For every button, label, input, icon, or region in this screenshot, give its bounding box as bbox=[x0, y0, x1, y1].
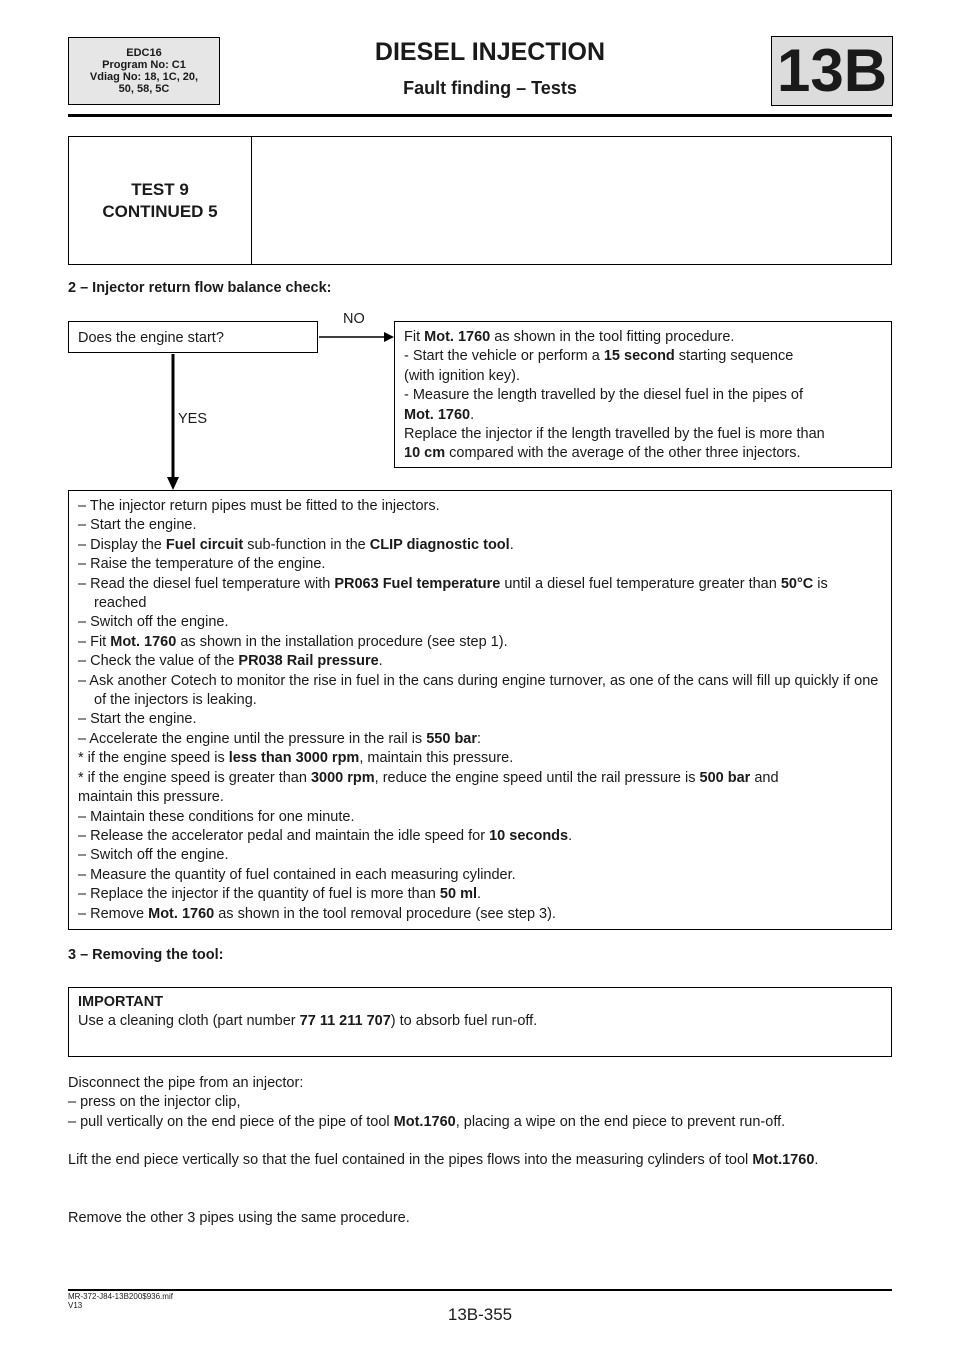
step: – Release the accelerator pedal and maintain the idle speed for 10 seconds. bbox=[78, 827, 573, 844]
yes-arrowhead bbox=[167, 477, 179, 490]
lift-paragraph: Lift the end piece vertically so that the fuel contained in the pipes flows into the measuring cylinders of tool Mot.1760. bbox=[68, 1152, 819, 1168]
step: – Fit Mot. 1760 as shown in the installation procedure (see step 1). bbox=[78, 633, 508, 650]
step: – Ask another Cotech to monitor the rise in fuel in the cans during engine turnover, as one of the cans will fill up quickly if one of the injectors is leaking. bbox=[78, 672, 879, 709]
version: V13 bbox=[68, 1301, 83, 1310]
no-arrowhead bbox=[384, 332, 394, 342]
footer-meta bbox=[68, 1292, 173, 1310]
step: – Maintain these conditions for one minute. bbox=[78, 808, 355, 825]
remove-other-pipes: Remove the other 3 pipes using the same procedure. bbox=[68, 1210, 410, 1226]
page-number: 13B-355 bbox=[447, 1305, 513, 1324]
step: – Start the engine. bbox=[78, 711, 197, 728]
step: – Remove Mot. 1760 as shown in the tool removal procedure (see step 3). bbox=[78, 905, 556, 922]
section-3-heading: 3 – Removing the tool: bbox=[68, 947, 224, 963]
file-ref: MR-372-J84-13B200$936.mif bbox=[68, 1292, 173, 1301]
step: – Switch off the engine. bbox=[78, 847, 229, 864]
model-line: Vdiag No: 18, 1C, 20, bbox=[89, 71, 199, 83]
step: * if the engine speed is less than 3000 rpm, maintain this pressure. bbox=[78, 750, 514, 767]
step: – Display the Fuel circuit sub-function in the CLIP diagnostic tool. bbox=[78, 536, 514, 553]
step: – Check the value of the PR038 Rail pressure. bbox=[78, 653, 383, 670]
model-line: 50, 58, 5C bbox=[118, 83, 170, 95]
procedure-box bbox=[68, 490, 892, 930]
section-code-badge: 13B bbox=[771, 36, 893, 106]
step: – Switch off the engine. bbox=[78, 614, 229, 631]
step: maintain this pressure. bbox=[78, 789, 224, 806]
step: – Measure the quantity of fuel contained in each measuring cylinder. bbox=[78, 866, 516, 883]
step: – Accelerate the engine until the pressure in the rail is 550 bar: bbox=[78, 730, 482, 747]
no-label: NO bbox=[343, 311, 365, 327]
step: * if the engine speed is greater than 3000 rpm, reduce the engine speed until the rail pressure is 500 bar and bbox=[78, 769, 779, 786]
model-line: EDC16 bbox=[126, 47, 162, 59]
important-box: IMPORTANT Use a cleaning cloth (part number 77 11 211 707) to absorb fuel run-off. bbox=[68, 987, 892, 1057]
section-2-heading: 2 – Injector return flow balance check: bbox=[68, 280, 332, 296]
yes-label: YES bbox=[178, 411, 208, 427]
step: – Replace the injector if the quantity of fuel is more than 50 ml. bbox=[78, 886, 482, 903]
footer-rule bbox=[68, 1289, 892, 1291]
important-title: IMPORTANT bbox=[78, 994, 164, 1010]
step: – Start the engine. bbox=[78, 517, 197, 534]
page-title: DIESEL INJECTION bbox=[374, 38, 606, 66]
test-number: TEST 9 bbox=[131, 179, 189, 199]
model-line: Program No: C1 bbox=[102, 59, 186, 71]
page-subtitle: Fault finding – Tests bbox=[403, 78, 577, 98]
step: – Read the diesel fuel temperature with PR063 Fuel temperature until a diesel fuel temperature greater than 50°C is reached bbox=[78, 575, 828, 612]
question-text: Does the engine start? bbox=[78, 330, 224, 346]
test-continued: CONTINUED 5 bbox=[102, 201, 218, 221]
step: – The injector return pipes must be fitted to the injectors. bbox=[78, 498, 440, 514]
removal-instructions: Disconnect the pipe from an injector: – press on the injector clip, – pull vertically on the end piece of the pipe of tool Mot.1760, placing a wipe on the end piece to prevent run-off. bbox=[68, 1075, 786, 1130]
no-result-box: Fit Mot. 1760 as shown in the tool fitting procedure. - Start the vehicle or perform a 15 second starting sequence (with ignition key). - Measure the length travelled by the diesel fuel in the pipes of Mot. 1760. Replace the injector if the length travelled by the fuel is more than 10 cm compared with the average of the other three injectors. bbox=[394, 321, 892, 468]
step: – Raise the temperature of the engine. bbox=[78, 556, 326, 573]
